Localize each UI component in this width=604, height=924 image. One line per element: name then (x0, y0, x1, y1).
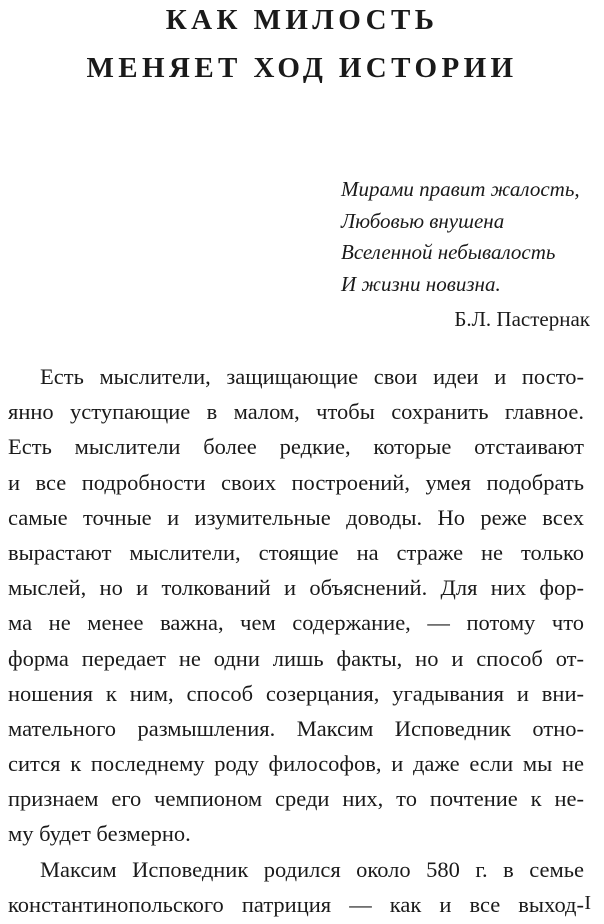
paragraph-line: Есть мыслители более редкие, которые отстаивают (8, 434, 584, 460)
paragraph-line: признаем его чемпионом среди них, то почтение к не- (8, 786, 584, 812)
paragraph-line: самые точные и изумительные доводы. Но реже всех (8, 504, 584, 530)
paragraph-line: Есть мыслители, защищающие свои идеи и посто- (40, 364, 584, 389)
paragraph-line: мыслей, но и толкований и объяснений. Для них фор- (8, 575, 584, 601)
chapter-title-line-1: КАК МИЛОСТЬ (165, 4, 439, 36)
page-number: I (584, 892, 591, 914)
paragraph-line: му будет безмерно. (8, 821, 191, 847)
paragraph-line: сится к последнему роду философов, и даже если мы не (8, 751, 584, 777)
chapter-title-line-2: МЕНЯЕТ ХОД ИСТОРИИ (86, 52, 518, 84)
paragraph-line: вырастают мыслители, стоящие на страже не только (8, 539, 584, 565)
paragraph-line: Максим Исповедник родился около 580 г. в семье (40, 856, 584, 882)
epigraph-line: И жизни новизна. (341, 271, 501, 296)
paragraph-line: форма передает не одни лишь факты, но и способ от- (8, 645, 584, 671)
epigraph-line: Вселенной небывалость (341, 240, 556, 264)
paragraph-line: мательного размышления. Максим Исповедник отно- (8, 715, 584, 741)
paragraph-line: константинопольского патриция — как и все выход- (8, 891, 584, 917)
epigraph (341, 174, 580, 300)
paragraph-line: ма не менее важна, чем содержание, — потому что (8, 610, 584, 636)
body-text (8, 359, 584, 922)
paragraph-line: янно уступающие в малом, чтобы сохранить главное. (8, 399, 584, 425)
epigraph-line: Мирами правит жалость, (341, 177, 580, 201)
epigraph-line: Любовью внушена (341, 208, 505, 233)
epigraph-author: Б.Л. Пастернак (454, 307, 590, 331)
paragraph-line: ношения к ним, способ созерцания, угадывания и вни- (8, 680, 584, 706)
paragraph-line: и все подробности своих построений, умея подобрать (8, 469, 584, 495)
